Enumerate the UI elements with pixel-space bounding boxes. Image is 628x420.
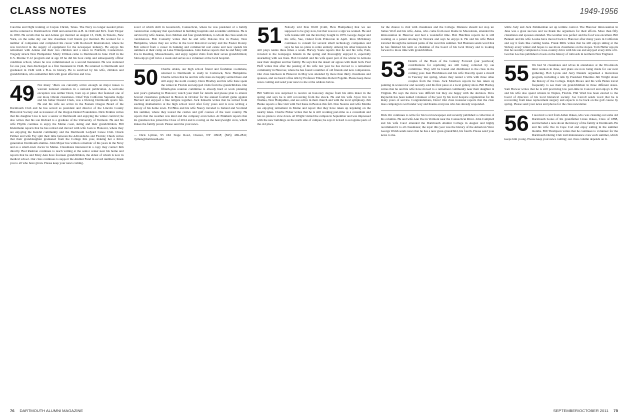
- note-text: Carolina and flight training at Corpus Christi, Texas. The Navy no longer needed pilots and he returned to Dartmouth in 1946 and earned his A.B. in 1949 and M.S. from Thayer in 1950. He recalls that he and Arlene got married on August 13, 1949, in Tuxedo, New York, on the same day our late classmate Carl Kuntz got married. He worked for a number of companies and completed his career with Rockwell International, where he was involved in the supply of equipment for the newspaper industry. He enjoys his retirement with Arlene and their two children and a niece in Fairfield, Connecticut. Tragedy struck New Hampshire: Marty Ullman came to Dartmouth in June 1943 in the U.S. Marine V-12 program and at age 18 he did his boot camp and subsequently officer candidate school, where he was commissioned as a second lieutenant. He was stationed for one year, then discharged as a first lieutenant in 1946. He returned to Dartmouth and graduated in 1949 with a B.A. in history. He is survived by his wife, children and grandchildren, who remember him with great affection and love.: [10, 26, 124, 76]
- issue-date: SEPTEMBER/OCTOBER 2011: [553, 408, 609, 413]
- note-text: — Dick Lyman, 95 Old Stage Road, Chester, NY 10918; (845) 469-2841; rlyman@dartmouth.edu: [133, 132, 248, 141]
- note-paragraph: [134, 26, 248, 61]
- class-year-numeral: 56: [504, 111, 529, 137]
- section-divider: [381, 110, 495, 111]
- column-3: [257, 26, 371, 406]
- note-text: Bill Sullivan was surprised to receive an honorary degree from his alma mater in the spring and says he is still recovering from the shock. He and his wife Joyce live in Nashua, New Hampshire, and are active in their church and with the local symphony. Jim Burke reports a fine visit with Ted Kane in Boston this fall. Don Stearns and wife Martha are enjoying retirement in Maine and report that they have taken up kayaking on the nearby lakes. Charlie Fisher writes that he is still working part-time as a consultant and has no plans to slow down. Al Wright visited the campus in September and was impressed with the new buildings on the north side of campus; he says it is hard to recognize parts of the old place.: [257, 90, 371, 126]
- class-year-entry: [504, 111, 618, 141]
- note-text: while Jody and Jack Zimmerman set up termite control. The Hanover mini-reunion in June was a great success and we thank the organizers for their efforts. More than fifty classmates and spouses attended. The weather was perfect and the food was excellent. Bill Bennett and his wife Louise have moved back to Hanover after many years in California and say it feels like coming home. Frank Mills writes that he still enjoys skiing at the Skiway every winter and hopes to see more classmates on the slopes. Tom Heller reports that he recently completed a cross-country drive with his son and enjoyed every mile of it. Gordon Lee has published a book on the history of railroads in northern New England.: [504, 26, 618, 57]
- class-year-entry: [380, 57, 495, 107]
- class-year-numeral: 51: [257, 26, 282, 48]
- note-paragraph: [381, 114, 495, 137]
- page-number-left: 76: [10, 408, 15, 413]
- class-year-numeral: 53: [380, 57, 406, 83]
- note-text: Charlie Alden, our high school friend and freshman roommate, returned to Dartmouth to study in Comstock, New Hampshire. Charlie writes that he and his wife Jean are happily settled there and still enjoy the north country. Dave Bradley and his wife Kate spent the winter in Florida and enjoyed visits from the grandchildren. Our fiftieth-plus reunion committee is already hard at work planning next year's gathering in Hanover; watch your mail for details and please plan to attend. Several classmates gathered in Boston in October for the annual football game against Harvard and enjoyed a fine tailgate together. Jack Kinsella writes that he retired from teaching mathematics at the high school level after forty years and is now writing a history of his home town. Ed Bliss and his wife Nancy traveled to Ireland and Scotland this summer, where they toured the castles and golf courses of the west country. He reports that the weather was kind and the company even better. Al Pinkham reports that his grandson has joined the Class of 2014 and is rowing on the heavyweight crew, which makes the family proud. Please send me your news.: [133, 67, 248, 126]
- note-paragraph: [381, 26, 495, 53]
- section-divider: [257, 88, 371, 89]
- note-paragraph: [257, 92, 371, 127]
- note-text: Not many ’49ers are currently active enough on major issues to warrant national attention in a national publication. A welcome exception was Arthur Dorst, born up at pines that featured one of our more vibrant classmates. Chief Yale California Supreme Judge and his father Donald Clark, was a lifelong Dartmouth sports fan. He and his wife are active in the Eastern Oregon Board of the Dartmouth Club and he has served as president and director of the Lincoln County Historical Society and as treasurer of the Oregon Dental Foundation. Dick Perkins writes that his daughter Lisa is now a senior at Dartmouth and enjoying the winter carnival; he also writes that his son Richard is a graduate of the University of Vermont. He and his wife Phyllis continue to enjoy the Maine coast, skiing and their grandchildren. Bill Kleinmann reports that he has retired and moved with wife Joan to Hanover, where they are enjoying the Kendal community and the Dartmouth Ledyard Canoe Club. Chuck Palmer and wife Fay split their time between the Adirondacks and Florida; Chuck writes that their granddaughter graduated from the College this year, making her a third-generation Dartmouth alumna. John Mayer has written a memoir of his years in the Navy and as a small-town doctor in Maine. Classmates interested in a copy may contact him directly. Bud Rushton continues to teach writing at the senior center near his home and reports that he and Mary Ann have fourteen grandchildren, the eldest of whom is now in medical school. Our class continues to support the Alumni Fund in record numbers; thank you to all who have given. Please keep your news coming.: [10, 82, 124, 165]
- column-2: [134, 26, 248, 406]
- footer-right: [553, 408, 618, 413]
- class-year-entry: [10, 80, 124, 166]
- note-text: novel of which shift in Greenwich, Connecticut, where he was president of a family construction company that specialized in building hospitals and academic additions. He is survived by wife Jeanne, four children and four grandchildren, to whom the class sends its condolences. Bob Connelly writes that he and wife Dolores live in Exeter, New Hampshire, where they are active in the local historical society and the Exeter Rotary. Bob retired from a career in banking and commercial real estate and now spends his summers at their camp on Lake Winnipesaukee. John Kehoe reports that he and Mary still live in Reading, Massachusetts, and enjoy regular visits from their seven grandchildren; John enjoys golf twice a week and serves as a volunteer at the local hospital.: [133, 26, 248, 61]
- note-text: Details of the Book of the Century Forward (our yearbook) contributions for reprinting are still being collected by our committee. They will be bound and distributed to the class in the coming year. Ken Hutchinson and his wife Dorothy spent a month in Tuscany last spring, where they rented a villa with three other couples from the Class. Jack Morrison reports he has taken up painting in watercolor and recently sold his first piece at a local gallery show. Bill Hartley writes that he and his wife have moved to a retirement community near their daughter in Virginia. He says the move was difficult but they are happy with the decision. Dave Reynolds has been named volunteer of the year by his local hospice organization for his many years of service. Congratulations, Dave! Our class treasurer reports that the class dues campaign is well under way and thanks everyone who has already responded.: [380, 59, 495, 107]
- class-year-numeral: 50: [133, 65, 159, 91]
- class-year-entry: [504, 61, 618, 107]
- note-text: Dick Orr continues to write for his local newspaper and recently published a collection of his columns. He and wife Ann live in Vermont near the Connecticut River. John Campbell and his wife Carol attended the Dartmouth Alumni College in August and highly recommend it to all classmates; the topic this year was the history of the American West. George Walsh sends news that he has a new great-grandchild, his fourth. Please send your news to me.: [380, 113, 495, 137]
- note-paragraph: [134, 134, 248, 142]
- column-4: [381, 26, 495, 406]
- text-columns: [10, 26, 618, 406]
- note-text: Nobody told Pete Wolff (Calif, Hew Hampshire) that we are supposed to be grey now, but that was not a sign we wanted. He and wife Jeanne still run the inn they bought in 1979. George Jaeger and his wife, Sue, visited from Princeton in April. Ross McKinney continues to consult for several small technology companies and says he has no plans to retire entirely. Among his other interests he still plays tennis three times a week. Harvey Soule reports that he and his wife, Pam, traveled to the Galapagos Islands in the spring and thoroughly enjoyed it, especially snorkeling with sea lions. Bob Crandall and his wife spent part of the winter in Arizona near their daughter and her family. He says that the desert air agrees with them both. Paul Hoff writes that after the passing of his wife last year he has moved to a retirement community in Hanover, where he has found a number of old friends and new companions. Our class luncheon in Hanover in May was attended by more than thirty classmates and spouses, and we heard a fine talk by Professor Emeritus Robert Fogelin. Please keep those notes coming and send your news to me at the address below.: [257, 26, 371, 84]
- note-paragraph: [10, 26, 124, 77]
- section-divider: [134, 130, 248, 131]
- footer-left: [10, 408, 83, 413]
- note-text: We had 52 classmates and wives in attendance at the Woodstock mini reunion in June, and plans are now being made for our next gathering. Bob Lyons and Jerry Daniels organized a marvelous program, including a talk by President Emeritus Jim Wright about the history of the College. Ralph Moore and his wife Helen travel frequently to see their six grandchildren in three different states. Sam Brewer writes that he is still practicing law part-time in Concord and enjoys it. He and his wife also spend winters in Naples, Florida. Phil Ward has been elected to the board of directors of his local historical society. Joe Carroll sends word that he is recovering from knee replacement surgery and expects to be back on the golf course by spring. Please send your news and photos for the class newsletter.: [504, 63, 618, 107]
- column-5: [504, 26, 618, 406]
- class-year-numeral: 49: [10, 80, 35, 106]
- page-header: [10, 6, 618, 23]
- class-year-entry: [133, 65, 248, 127]
- class-year-numeral: 55: [504, 61, 529, 87]
- page-number-right: 75: [613, 408, 618, 413]
- page-footer: [10, 408, 618, 418]
- note-text: I received a card from Alden Oakes, who was cleaning out some old Dartmouth books of his grandfather Linus Oakes, Class of 1888, and included a note about the history of the family at Dartmouth. He and his wife live in Cape Cod and enjoy sailing in the summer months. Bill Thompson writes that he continues to volunteer for the Dartmouth Outing Club trail maintenance crew each summer, which keeps him young. Please keep your news coming; our class column depends on it.: [504, 113, 618, 141]
- note-text: for the chance to visit with classmates and the College. Distance should not stop us: James Wolf and his wife, Anne, who come from near Rome in Macedonia, attended the mini-reunion in Hanover and had a wonderful time. Bob Hutchins reports he is still working as a patent attorney in Newark and says he enjoys it. He and his wife Helen traveled through the national parks of the west this summer. Ted Brennan sends word that he has finished his term as chairman of the board of his local library and is looking forward to more time with grandchildren.: [380, 26, 495, 53]
- note-paragraph: [504, 26, 618, 57]
- column-1: [10, 26, 124, 406]
- publication-name: DARTMOUTH ALUMNI MAGAZINE: [19, 408, 84, 413]
- year-range: 1949-1956: [579, 7, 618, 16]
- section-title: CLASS NOTES: [10, 6, 87, 17]
- class-year-entry: [257, 26, 371, 85]
